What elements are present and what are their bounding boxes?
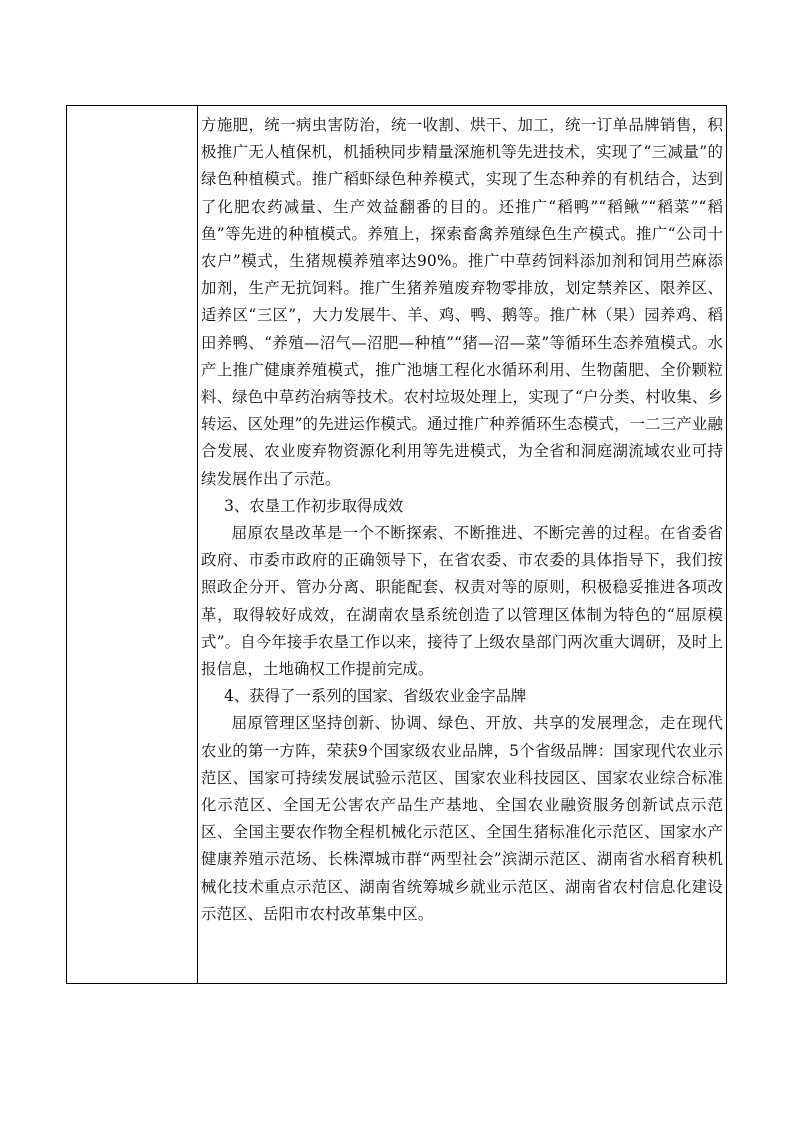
section-heading-3: 3、农垦工作初步取得成效: [224, 496, 404, 515]
body-paragraph-brands: 屈原管理区坚持创新、协调、绿色、开放、共享的发展理念，走在现代农业的第一方阵，荣获9个国家级农业品牌，5个省级品牌：国家现代农业示范区、国家可持续发展试验示范区、国家农业科技园区、国家农业综合标准化示范区、全国无公害农产品生产基地、全国农业融资服务创新试点示范区、全国主要农作物全程机械化示范区、全国生猪标准化示范区、国家水产健康养殖示范场、长株潭城市群“两型社会”滨湖示范区、湖南省水稻育秧机械化技术重点示范区、湖南省统筹城乡就业示范区、湖南省农村信息化建设示范区、岳阳市农村改革集中区。: [201, 714, 723, 923]
table-column-divider: [197, 106, 198, 983]
table-left-cell: [67, 106, 197, 983]
content-table: [66, 105, 727, 984]
section-heading-4: 4、获得了一系列的国家、省级农业金字品牌: [224, 687, 527, 706]
body-paragraph-farm-reform: 屈原农垦改革是一个不断探索、不断推进、不断完善的过程。在省委省政府、市委市政府的正确领导下，在省农委、市农委的具体指导下，我们按照政企分开、管办分离、职能配套、权责对等的原则，积极稳妥推进各项改革，取得较好成效，在湖南农垦系统创造了以管理区体制为特色的“屈原模式”。自今年接手农垦工作以来，接待了上级农垦部门两次重大调研，及时上报信息，土地确权工作提前完成。: [201, 524, 723, 679]
table-content-cell: [201, 112, 723, 928]
body-paragraph-continued: 方施肥，统一病虫害防治，统一收割、烘干、加工，统一订单品牌销售，积极推广无人植保机，机插秧同步精量深施机等先进技术，实现了“三减量”的绿色种植模式。推广稻虾绿色种养模式，实现了生态种养的有机结合，达到了化肥农药减量、生产效益翻番的目的。还推广“稻鸭”“稻鳅”“稻菜”“稻鱼”等先进的种植模式。养殖上，探索畜禽养殖绿色生产模式。推广“公司十农户”模式，生猪规模养殖率达90%。推广中草药饲料添加剂和饲用苎麻添加剂，生产无抗饲料。推广生猪养殖废弃物零排放，划定禁养区、限养区、适养区“三区”，大力发展牛、羊、鸡、鸭、鹅等。推广林（果）园养鸡、稻田养鸭、“养殖—沼气—沼肥—种植”“猪—沼—菜”等循环生态养殖模式。水产上推广健康养殖模式，推广池塘工程化水循环利用、生物菌肥、全价颗粒料、绿色中草药治病等技术。农村垃圾处理上，实现了“户分类、村收集、乡转运、区处理”的先进运作模式。通过推广种养循环生态模式，一二三产业融合发展、农业废弃物资源化利用等先进模式，为全省和洞庭湖流域农业可持续发展作出了示范。: [201, 116, 723, 488]
